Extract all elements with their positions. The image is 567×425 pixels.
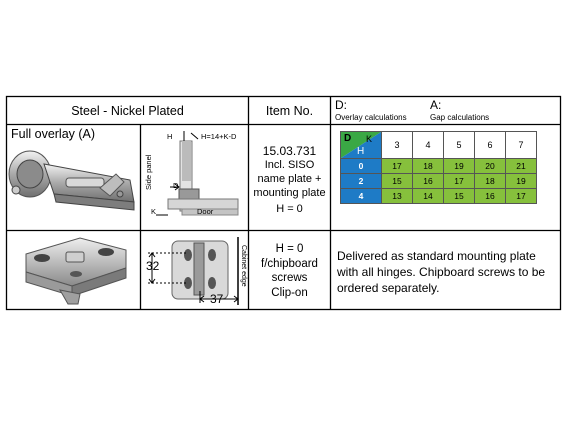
gap-cell: 19 (506, 174, 537, 189)
gap-cell: 17 (444, 174, 475, 189)
mounting-plate-image (20, 234, 132, 306)
k-value: 5 (444, 132, 475, 159)
header-a-caption: Gap calculations (430, 113, 490, 122)
row2-item-line: screws (271, 272, 308, 284)
gap-cell: 20 (475, 159, 506, 174)
corner-d: D (344, 133, 352, 144)
gap-cell: 17 (382, 159, 413, 174)
gap-cell: 14 (413, 189, 444, 204)
gap-cell: 15 (444, 189, 475, 204)
gap-cell: 15 (382, 174, 413, 189)
diagram-label-side-panel: Side panel (144, 154, 153, 190)
diagram-label-door: Door (197, 207, 214, 216)
row2-note: Delivered as standard mounting plate with all hinges. Chipboard screws to be ordered separately. (337, 249, 546, 295)
diagram-label-h: H (167, 132, 173, 141)
hinge-image (8, 142, 140, 224)
header-item-no: Item No. (265, 103, 314, 118)
gap-table-row (341, 174, 537, 189)
dim-vertical-32: 32 (146, 259, 160, 273)
gap-cell: 17 (506, 189, 537, 204)
corner-k: K (366, 134, 373, 144)
item-line-3: name plate + (257, 173, 322, 185)
dim-horizontal-37: 37 (210, 292, 224, 306)
header-d-label: D: (335, 98, 347, 112)
overlay-diagram (142, 127, 248, 229)
item-code: 15.03.731 (262, 144, 317, 158)
gap-cell: 18 (413, 159, 444, 174)
row2-item-text (249, 242, 330, 300)
gap-table-row (341, 189, 537, 204)
gap-table-header-row (341, 132, 537, 159)
header-material: Steel - Nickel Plated (71, 103, 184, 118)
diagram-label-formula: H=14+K-D (201, 132, 237, 141)
d-value: 4 (341, 189, 382, 204)
gap-table (340, 131, 537, 204)
k-value: 3 (382, 132, 413, 159)
gap-cell: 13 (382, 189, 413, 204)
diagram-label-d: D (173, 181, 179, 190)
item-line-4: mounting plate (253, 187, 326, 199)
k-value: 7 (506, 132, 537, 159)
item-line-2: Incl. SISO (264, 159, 315, 171)
gap-cell: 16 (413, 174, 444, 189)
gap-cell: 18 (475, 174, 506, 189)
gap-cell: 16 (475, 189, 506, 204)
gap-cell: 19 (444, 159, 475, 174)
header-a-label: A: (430, 98, 442, 112)
d-value: 0 (341, 159, 382, 174)
cabinet-edge-label: Cabinet edge (240, 245, 247, 287)
gap-table-corner (341, 132, 382, 159)
row1-item-text (249, 144, 330, 216)
corner-h: H (357, 146, 365, 157)
row2-item-line: H = 0 (275, 243, 304, 255)
k-value: 6 (475, 132, 506, 159)
row2-item-line: f/chipboard (261, 257, 318, 270)
diagram-label-k: K (151, 207, 157, 216)
row2-item-line: Clip-on (271, 286, 308, 299)
row1-title: Full overlay (A) (11, 127, 96, 141)
d-value: 2 (341, 174, 382, 189)
k-value: 4 (413, 132, 444, 159)
gap-table-row (341, 159, 537, 174)
gap-cell: 21 (506, 159, 537, 174)
item-line-5: H = 0 (276, 203, 303, 215)
header-d-caption: Overlay calculations (335, 113, 407, 122)
